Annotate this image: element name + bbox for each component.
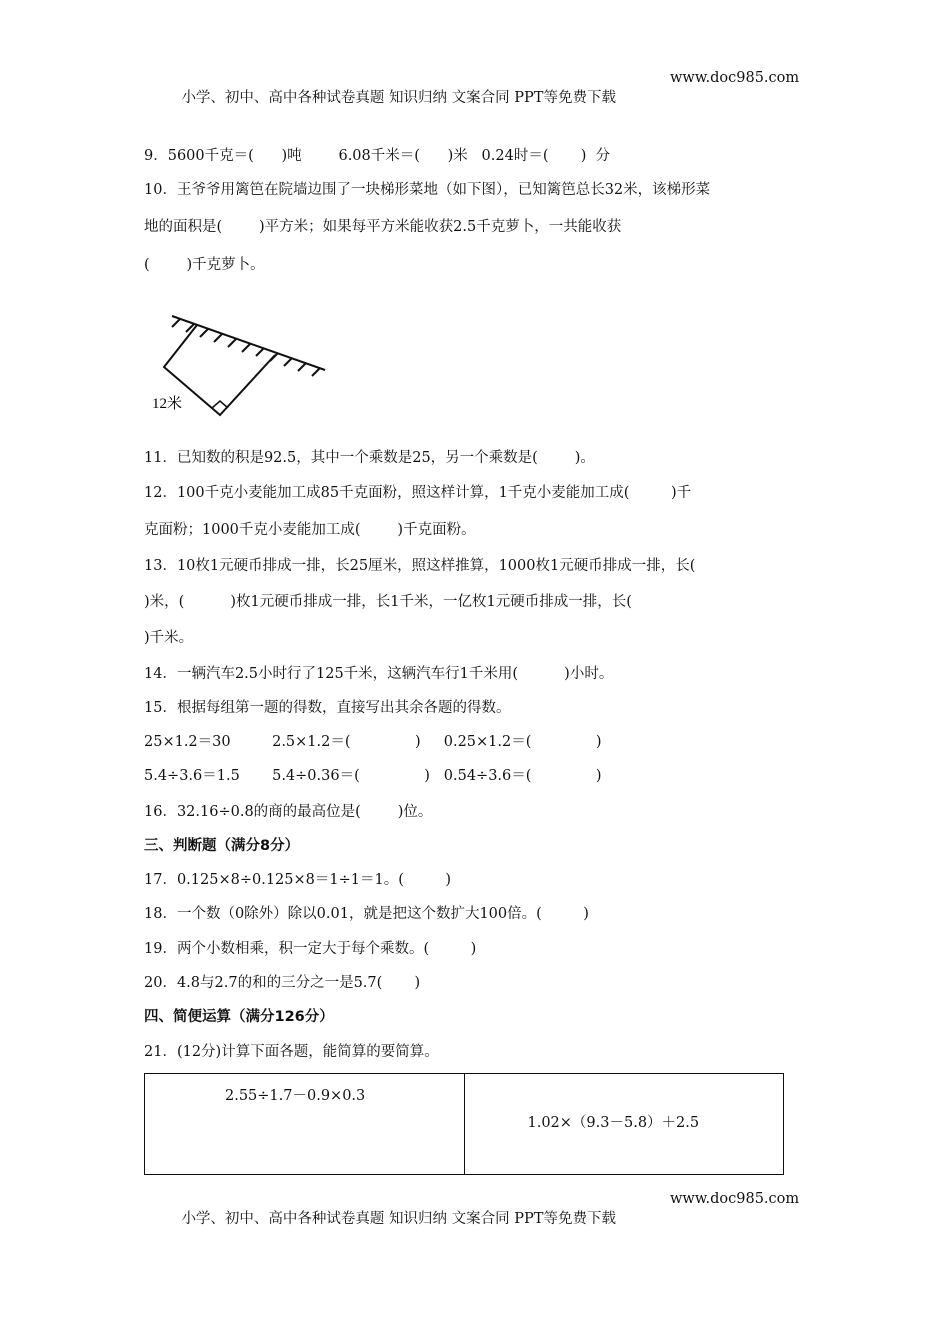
- footer-text: 小学、初中、高中各种试卷真题 知识归纳 文案合同 PPT等免费下载: [181, 1211, 616, 1227]
- question-11: 11．已知数的积是92.5，其中一个乘数是25，另一个乘数是( )。: [144, 450, 595, 466]
- question-21: 21．(12分)计算下面各题，能简算的要简算。: [144, 1044, 439, 1060]
- question-15-row1: 25×1.2＝30 2.5×1.2＝( ) 0.25×1.2＝( ): [144, 734, 602, 750]
- question-13-line2: )米，( )枚1元硬币排成一排，长1千米，一亿枚1元硬币排成一排，长(: [144, 594, 632, 610]
- question-13-line3: )千米。: [144, 630, 194, 646]
- question-9: 9．5600千克＝( )吨 6.08千米＝( )米 0.24时＝( ) 分: [144, 148, 611, 164]
- table-cell-2: [464, 1074, 784, 1174]
- question-12-line2: 克面粉；1000千克小麦能加工成( )千克面粉。: [144, 522, 476, 538]
- right-angle-mark: [212, 401, 228, 408]
- expression-2: 1.02×（9.3－5.8）＋2.5: [527, 1115, 700, 1131]
- section-3-heading: 三、判断题（满分8分）: [144, 838, 300, 854]
- question-13-line1: 13．10枚1元硬币排成一排，长25厘米，照这样推算，1000枚1元硬币排成一排，长(: [144, 558, 696, 574]
- header-text: 小学、初中、高中各种试卷真题 知识归纳 文案合同 PPT等免费下载: [181, 90, 616, 106]
- table-cell-1: [145, 1074, 464, 1174]
- question-15-row2: 5.4÷3.6＝1.5 5.4÷0.36＝( ) 0.54÷3.6＝( ): [144, 768, 602, 784]
- question-10-line1: 10．王爷爷用篱笆在院墙边围了一块梯形菜地（如下图），已知篱笆总长32米，该梯形菜: [144, 182, 711, 198]
- question-19: 19．两个小数相乘，积一定大于每个乘数。( ): [144, 941, 477, 957]
- question-16: 16．32.16÷0.8的商的最高位是( )位。: [144, 804, 433, 820]
- page-footer: [163, 1191, 800, 1260]
- figure-label: 12米: [152, 396, 183, 412]
- section-4-heading: 四、简便运算（满分126分）: [144, 1009, 334, 1025]
- question-20: 20．4.8与2.7的和的三分之一是5.7( ): [144, 975, 421, 991]
- wall-line: [172, 316, 325, 370]
- page-header: [163, 70, 800, 139]
- question-12-line1: 12．100千克小麦能加工成85千克面粉，照这样计算，1千克小麦能加工成( )千: [144, 485, 692, 501]
- question-10-line3: ( )千克萝卜。: [144, 257, 265, 273]
- question-15: 15．根据每组第一题的得数，直接写出其余各题的得数。: [144, 700, 511, 716]
- question-14: 14．一辆汽车2.5小时行了125千米，这辆汽车行1千米用( )小时。: [144, 666, 614, 682]
- calculation-table: [144, 1073, 784, 1175]
- expression-1: 2.55÷1.7－0.9×0.3: [225, 1088, 366, 1104]
- question-17: 17．0.125×8÷0.125×8＝1÷1＝1。( ): [144, 872, 451, 888]
- footer-url[interactable]: www.doc985.com: [670, 1191, 800, 1207]
- header-url[interactable]: www.doc985.com: [670, 70, 800, 86]
- question-10-line2: 地的面积是( )平方米；如果每平方米能收获2.5千克萝卜，一共能收获: [144, 219, 622, 235]
- question-18: 18．一个数（0除外）除以0.01，就是把这个数扩大100倍。( ): [144, 906, 589, 922]
- trapezoid-garden-figure: [150, 300, 340, 420]
